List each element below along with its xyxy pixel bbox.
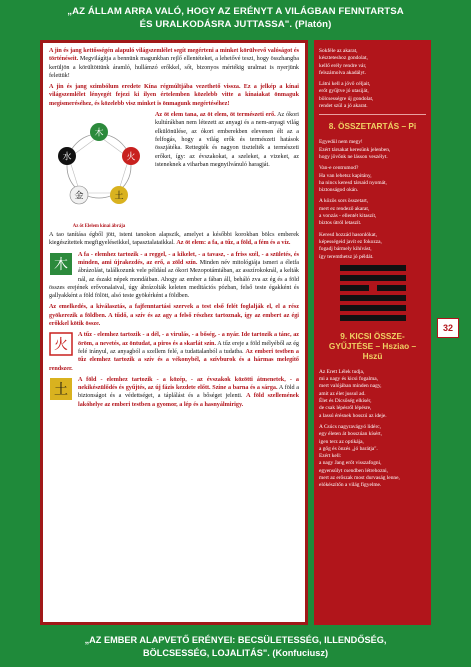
poem-line: felszámolva akadályt. bbox=[319, 69, 366, 76]
poem-line: Ha van lehetsz kapitány, bbox=[319, 172, 372, 179]
sidebar-hexagrams bbox=[314, 40, 431, 625]
intro-bold: A jin és jang kettősségén alapuló világszemlélet segít megérteni a minket körülvevő valóságot és történéseit. bbox=[49, 48, 299, 63]
poem-line: de csak lépésről lépésre, bbox=[319, 405, 372, 412]
intro-text: Megvilágítja a bennünk magunkban rejlő ellentéteket, a lehetővé teszi, hogy összhangba kerüljön a körültöttünk áramló, hullámzó erőkkel, sőt, bizonyos mértékig uralmat is nyerjünk felettük! bbox=[49, 56, 299, 79]
footer-line-2: BÖLCSESSÉG, LOJALITÁS". (Konfuciusz) bbox=[142, 647, 329, 658]
earth-glyph: 土 bbox=[54, 381, 68, 398]
poem-line: hogy jövőnk ne lásson veszélyt. bbox=[319, 153, 388, 160]
poem-line: a vonzás - ellentét kitaszít, bbox=[319, 213, 377, 220]
poem-line: képességeid javít ez fokozza, bbox=[319, 238, 382, 245]
five-elements-diagram-icon bbox=[49, 111, 149, 221]
wood-bold: A fa - elemhez tartozik - a reggel, - a kikelet, - a tavasz, - a friss szél, - a születés, és minden, ami újrakezdés, az erő, a zöld szín. bbox=[78, 251, 299, 266]
paragraph-symbol-origin: A jin és jang szimbólum eredete Kína régmúltjába vezethető vissza. Ez a jelkép a kínai világszemlélet lényegét fejezi ki ilyen értelemben közelebb vitte a kínaiakat önmaguk megismeréséhez, és közelebb visz minket is önmagunk megértéséhez! bbox=[49, 84, 299, 107]
poem-line: amit az élet jussul ad. bbox=[319, 390, 366, 397]
paragraph-earth bbox=[49, 376, 299, 409]
poem-line: mert valójában minden nagy, bbox=[319, 383, 382, 390]
main-article bbox=[40, 40, 308, 625]
poem-line: erőt gyűjtve jó utasiját, bbox=[319, 88, 369, 95]
paragraph-intro bbox=[49, 47, 299, 80]
poem-line: Van-e centrumod? bbox=[319, 165, 359, 172]
poem-line: biztonságod okán. bbox=[319, 187, 359, 194]
footer-line-1: „AZ EMBER ALAPVETŐ ERÉNYEI: BECSÜLETESSÉG, ILLENDŐSÉG, bbox=[84, 635, 387, 645]
five-elements-text: Az ókori kultúrákban nem létezett az anyagi és a nem-anyagi világ elkülönülése, az ókori emberekben elevenen élt az a felfogás, hogy a világ erők és természeti hatások összjátéka. Rettegték és nagyon tisztelték a természeti erőket, így: az évszakokat, a szeleket, a vizeket, az isteneknek a viharban megnyilvánuló haragját. bbox=[155, 112, 299, 168]
paragraph-wood-body: Az emelkedés, a kiválasztás, a fajfenntartási szervek a test első felét foglalják el, el a rész gyökerezik a földben. A tűdő, a szív és az agy a felső részhez tartoznak, így az embert az égi erőkkel kötik össze. bbox=[49, 304, 299, 328]
fire-end-bold: Az emberi testben a tűz elemhez tartozik a szív és a vékonybél, a szívburok és a hármas melegítő rendszer. bbox=[49, 348, 299, 372]
poem-line: mert az erőszak most durvaság lenne, bbox=[319, 474, 400, 481]
fire-glyph: 火 bbox=[54, 337, 68, 354]
poem-line: A Csúcs nagyravágyó lidérc, bbox=[319, 423, 381, 430]
poem-line: bölcsességre új gondolat, bbox=[319, 95, 374, 102]
poem-line: egyensúlyt csendben létrehozni, bbox=[319, 467, 389, 474]
poem-line: Sokféle az akarat, bbox=[319, 48, 358, 54]
poem-line: elókészítőn a világ figyelme. bbox=[319, 482, 382, 489]
poem-line: Ezért kell: bbox=[319, 453, 342, 460]
hexagram-9-title: 9. KICSI ÖSSZE-GYŰJTÉSE – Hsziao – Hszü bbox=[328, 330, 417, 361]
fire-element-icon bbox=[49, 332, 73, 356]
five-elements-figure bbox=[49, 111, 149, 229]
five-elements-bold: Az öt elem tana, az öt elem, öt természeti erő. bbox=[155, 112, 276, 119]
paragraph-fire bbox=[49, 331, 299, 372]
figure-caption: Az öt Elelem kínai ábrája bbox=[72, 224, 126, 230]
poem-line: rendet szül a jó akarat. bbox=[319, 103, 368, 110]
fire-text: A tűz ereje a föld mélyéből az ég felé irányul, az anyagból a szellem felé, a tudattalanból a tudatba. bbox=[78, 340, 299, 355]
earth-bold: A föld - elemhez tartozik - a közép, - az évszakok közötti átmenetek, - a nekikészülődés és gyűjtés, az új fázis kezdete előtt. Színe a barna és a sárga. bbox=[78, 376, 299, 392]
poem-3 bbox=[319, 369, 426, 490]
fig-label-earth: 土 bbox=[114, 191, 124, 202]
poem-line: fogadj bármely kihívást, bbox=[319, 246, 372, 253]
page-footer bbox=[0, 630, 471, 667]
poem-line: A közös sors összetart, bbox=[319, 198, 369, 205]
header-line-1: „AZ ÁLLAM ARRA VALÓ, HOGY AZ ERÉNYT A VILÁGBAN FENNTARTSA bbox=[67, 6, 404, 17]
tao-text: A tao tanítása égből jött, isteni tanokon alapszik, amelyet a későbbi korokban bölcs emberek kiegészítettek megfigyeléseikkel, tapasztalataikkal. bbox=[49, 232, 299, 247]
poem-2 bbox=[319, 139, 426, 260]
header-line-2: ÉS URALKODÁSRA JUTTASSA". (Platón) bbox=[139, 18, 332, 30]
poem-line: biztos útról letaszít. bbox=[319, 220, 362, 227]
poem-line: mert ez rendező akarat, bbox=[319, 205, 370, 212]
hexagram-8-title: 8. ÖSSZETARTÁS – Pi bbox=[328, 121, 417, 132]
fig-label-water: 水 bbox=[62, 152, 72, 163]
poem-line: Keresd hozzád hasonlókat, bbox=[319, 231, 377, 238]
poem-line: Élet és Dicsőség elkísér, bbox=[319, 398, 372, 405]
fig-label-fire: 火 bbox=[126, 152, 136, 163]
poem-line: igen terz az optikája, bbox=[319, 438, 364, 445]
poem-line: kellő erély rendre vár, bbox=[319, 62, 367, 69]
poem-line: a gőg és önzés „jó barátja". bbox=[319, 445, 378, 452]
page-number: 32 bbox=[437, 318, 459, 338]
poem-line: a lassú érésnek hosszú az ideje. bbox=[319, 412, 387, 419]
poem-1 bbox=[319, 48, 426, 110]
poem-line: egy életen át bosszúan kísért, bbox=[319, 431, 383, 438]
divider bbox=[319, 114, 426, 115]
poem-line: a nagy Jang erőt visszafogni, bbox=[319, 460, 382, 467]
fire-bold: A tűz - elemhez tartozik - a dél, - a virulás, - a bőség, - a nyár. Ide tartozik a tánc, az öröm, a nevetés, az öntudat, a piros és a skarlát szín. bbox=[78, 332, 299, 347]
hexagram-9-icon bbox=[338, 263, 408, 325]
wood-element-icon bbox=[49, 252, 73, 276]
fig-label-wood: 木 bbox=[94, 128, 104, 139]
tao-bold: Az öt elem: a fa, a tűz, a föld, a fém és a víz. bbox=[176, 240, 291, 247]
poem-line: Ezért társakat keresünk jelenben, bbox=[319, 146, 391, 153]
poem-line: mi a nagy és kicsi fogalma, bbox=[319, 376, 378, 383]
poem-line: Egyedül nem megy! bbox=[319, 139, 363, 146]
earth-text: A föld a biztonságot és a védettséget, a táplálást és a bőséget jelenti. bbox=[78, 385, 299, 400]
fig-label-metal: 金 bbox=[74, 191, 84, 202]
poem-line: Az Erett Lélek tudja, bbox=[319, 368, 365, 375]
earth-end-bold: A föld szellemének lakóhelye az emberi testben a gyomor, a lép és a hasnyálmirigy. bbox=[78, 393, 300, 408]
wood-glyph: 木 bbox=[54, 256, 68, 273]
poem-line: készteteshoz gondolat, bbox=[319, 55, 368, 62]
paragraph-tao bbox=[49, 231, 299, 248]
wood-text: Minden név mitológiája ismeri a életfa ábrázolást, találkozunk vele például az ókori Mezopotámiában, az asszírokoknál, a kelták nál, az északi népek mondáiban. Ahogy az ember a fában áll, beháló zva az ég és a föld összes erejének erővonalaival, úgy ábrázolták keleten meditációs pózban, felső teste égakként és gallyakként a föld fölött, alsó teste gyökérként a földben. bbox=[49, 259, 300, 300]
earth-element-icon bbox=[49, 377, 73, 401]
paragraph-wood bbox=[49, 251, 299, 301]
poem-line: ha nincs keresd társaid nyomát, bbox=[319, 179, 387, 186]
page-header bbox=[0, 0, 471, 40]
poem-line: így teremthetsz jó példát. bbox=[319, 253, 374, 260]
poem-line: Látni kell a jövő céljait, bbox=[319, 81, 371, 88]
